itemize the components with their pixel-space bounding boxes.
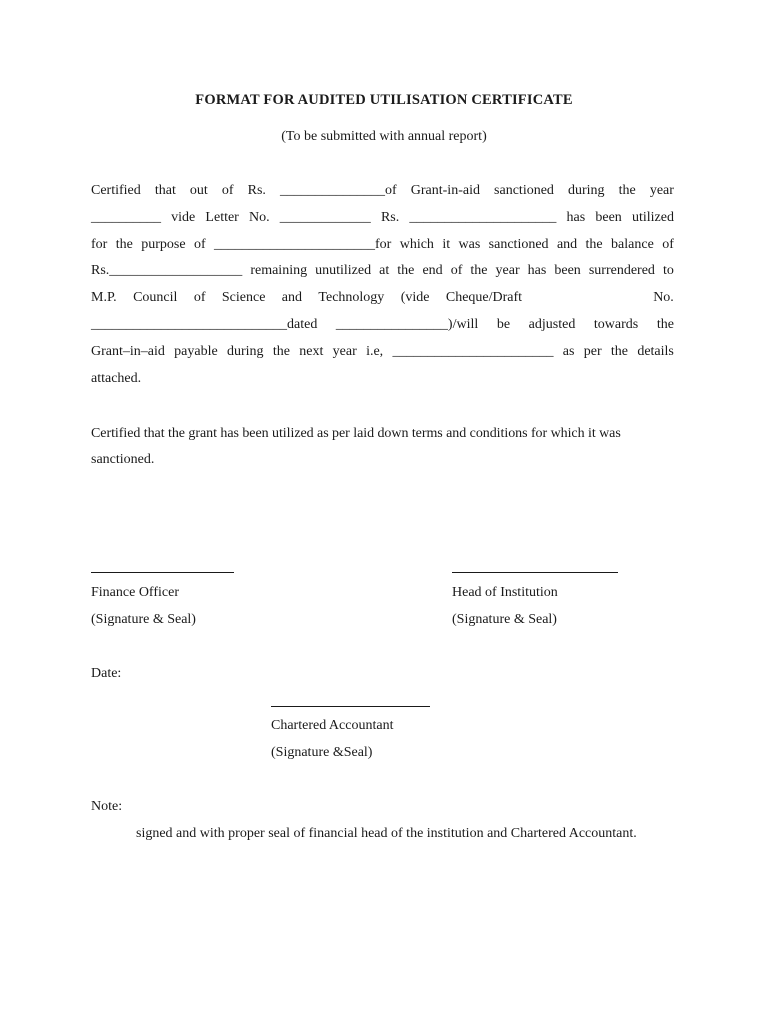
word: surrendered — [588, 263, 655, 278]
para1-line — [91, 342, 674, 362]
note-line-last: signed and with proper seal of financial head of the institution and Chartered Accountant. — [136, 826, 637, 841]
word: next — [299, 344, 324, 359]
word: out — [189, 183, 208, 198]
word: balance — [611, 237, 654, 252]
word: vide — [171, 210, 196, 225]
chartered-accountant-seal-label: (Signature &Seal) — [271, 745, 373, 760]
chartered-accountant-signature-line — [271, 706, 430, 707]
word: unutilized — [315, 263, 372, 278]
word: _______________of — [280, 183, 397, 198]
word: the — [272, 344, 290, 359]
word: Council — [133, 290, 178, 305]
word: No. — [249, 210, 270, 225]
word: which — [399, 237, 434, 252]
finance-officer-label: Finance Officer — [91, 585, 179, 600]
chartered-accountant-label: Chartered Accountant — [271, 718, 394, 733]
word: of — [221, 183, 234, 198]
date-label: Date: — [91, 666, 122, 681]
para1-line — [91, 288, 674, 308]
note-label: Note: — [91, 799, 123, 814]
word: _______________________for — [214, 237, 392, 252]
word: the — [618, 183, 636, 198]
word: been — [554, 263, 581, 278]
para1-line — [91, 208, 674, 228]
word: during — [568, 183, 605, 198]
word: as — [562, 344, 575, 359]
word: Rs. — [380, 210, 400, 225]
word: the — [656, 317, 674, 332]
word: Grant-in-aid — [410, 183, 480, 198]
word: the — [115, 237, 133, 252]
word: of — [193, 290, 206, 305]
finance-officer-seal-label: (Signature & Seal) — [91, 612, 196, 627]
word: year — [495, 263, 520, 278]
word: for — [91, 237, 108, 252]
word: purpose — [141, 237, 186, 252]
word: _____________________ — [409, 210, 557, 225]
word: of — [193, 237, 206, 252]
para1-line-last: attached. — [91, 371, 142, 386]
word: __________ — [91, 210, 161, 225]
word: sanctioned — [488, 237, 549, 252]
para2-line: Certified that the grant has been utilized as per laid down terms and conditions for which it was — [91, 426, 621, 441]
page-subtitle: (To be submitted with annual report) — [281, 129, 487, 144]
word: of — [450, 263, 463, 278]
word: remaining — [250, 263, 308, 278]
word: year — [649, 183, 674, 198]
word: the — [610, 344, 629, 359]
word: M.P. — [91, 290, 117, 305]
word: Letter — [205, 210, 239, 225]
word: Science — [221, 290, 266, 305]
word: Cheque/Draft — [445, 290, 523, 305]
word: the — [470, 263, 488, 278]
word: year — [332, 344, 357, 359]
word: sanctioned — [494, 183, 554, 198]
word: has — [527, 263, 547, 278]
word: adjusted — [528, 317, 576, 332]
word: and — [281, 290, 303, 305]
word: and — [556, 237, 578, 252]
para2-line-last: sanctioned. — [91, 452, 155, 467]
word: Certified — [91, 183, 141, 198]
head-institution-label: Head of Institution — [452, 585, 558, 600]
word: Grant–in–aid — [91, 344, 165, 359]
finance-officer-signature-line — [91, 572, 234, 573]
word: the — [397, 263, 415, 278]
word: (vide — [400, 290, 430, 305]
word: been — [595, 210, 622, 225]
word: No. — [653, 290, 674, 305]
word: utilized — [631, 210, 674, 225]
word: of — [662, 237, 674, 252]
word: during — [227, 344, 264, 359]
para1-line — [91, 235, 674, 255]
head-institution-signature-line — [452, 572, 618, 573]
para1-line — [91, 261, 674, 281]
note-line — [136, 797, 674, 817]
word: details — [637, 344, 674, 359]
word: _____________ — [279, 210, 371, 225]
word: that — [154, 183, 176, 198]
word: was — [458, 237, 481, 252]
word: per — [583, 344, 602, 359]
word: has — [566, 210, 586, 225]
word: payable — [174, 344, 218, 359]
word: ____________________________dated — [91, 317, 318, 332]
word: it — [442, 237, 451, 252]
para1-line — [91, 315, 674, 335]
word: the — [585, 237, 603, 252]
para1-line — [91, 181, 674, 201]
word: i.e, — [366, 344, 384, 359]
word: Technology — [318, 290, 385, 305]
word: ________________)/will — [335, 317, 479, 332]
word: _______________________ — [392, 344, 554, 359]
head-institution-seal-label: (Signature & Seal) — [452, 612, 557, 627]
word: Rs.___________________ — [91, 263, 243, 278]
word: at — [379, 263, 390, 278]
word: end — [422, 263, 443, 278]
word: towards — [593, 317, 639, 332]
word: Rs. — [247, 183, 266, 198]
word: be — [496, 317, 511, 332]
page-title: FORMAT FOR AUDITED UTILISATION CERTIFICATE — [195, 92, 573, 108]
word: to — [662, 263, 674, 278]
